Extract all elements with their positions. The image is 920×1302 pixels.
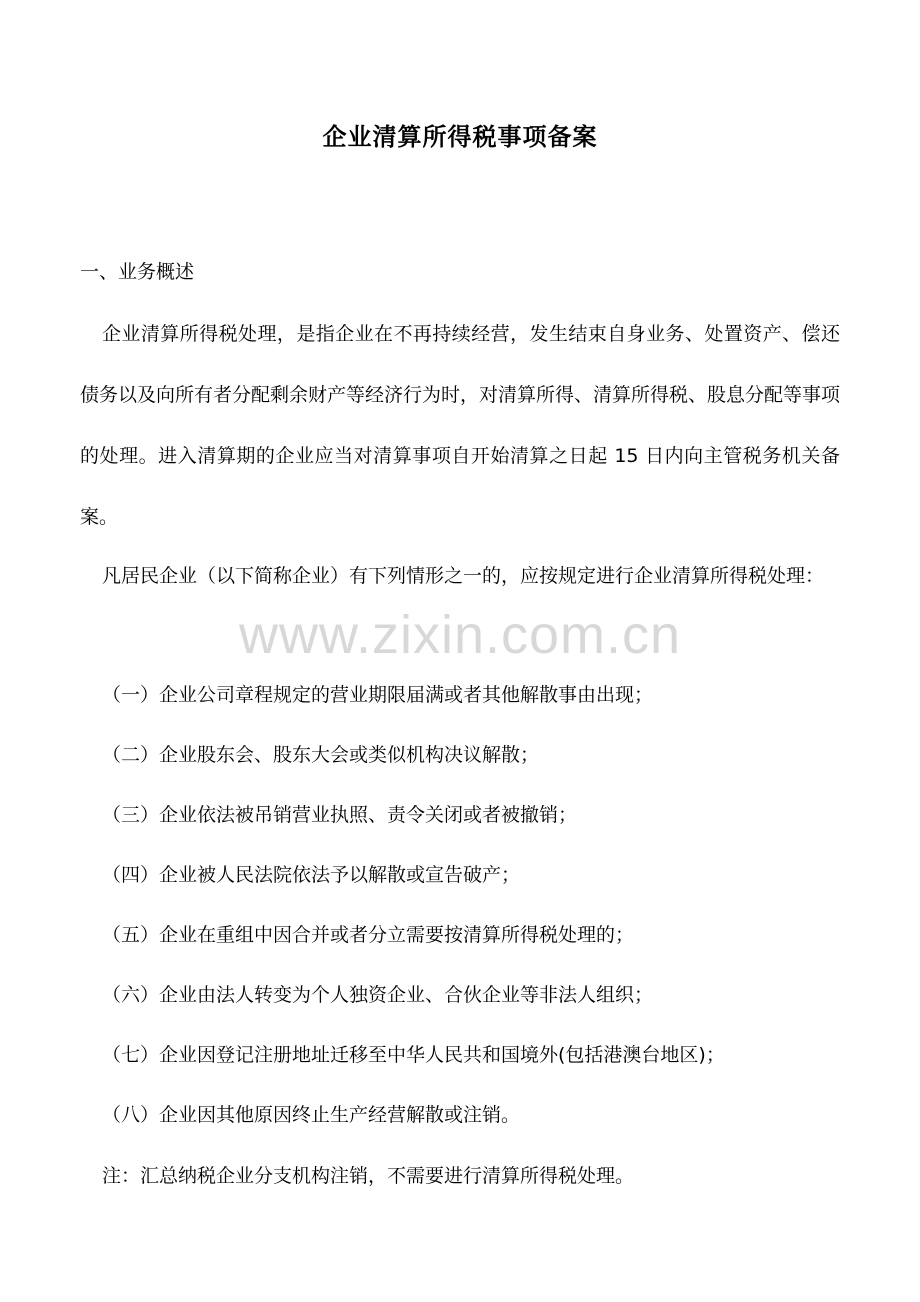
list-item: （一）企业公司章程规定的营业期限届满或者其他解散事由出现；: [102, 684, 654, 706]
list-item: （七）企业因登记注册地址迁移至中华人民共和国境外(包括港澳台地区)；: [102, 1044, 725, 1066]
list-item: （六）企业由法人转变为个人独资企业、合伙企业等非法人组织；: [102, 984, 654, 1006]
list-item: （三）企业依法被吊销营业执照、责令关闭或者被撤销；: [102, 804, 578, 826]
overview-paragraph: 企业清算所得税处理，是指企业在不再持续经营，发生结束自身业务、处置资产、偿还债务以及向所有者分配剩余财产等经济行为时，对清算所得、清算所得税、股息分配等事项的处理。进入清算期的企业应当对清算事项自开始清算之日起 15 日内向主管税务机关备案。: [80, 323, 841, 528]
document-title: 企业清算所得税事项备案: [322, 122, 598, 151]
conditions-paragraph: 凡居民企业（以下简称企业）有下列情形之一的，应按规定进行企业清算所得税处理：: [102, 565, 825, 587]
note-text: 注：汇总纳税企业分支机构注销，不需要进行清算所得税处理。: [102, 1165, 635, 1187]
list-item: （四）企业被人民法院依法予以解散或宣告破产；: [102, 864, 521, 886]
section-heading: 一、业务概述: [80, 261, 195, 283]
list-item: （五）企业在重组中因合并或者分立需要按清算所得税处理的；: [102, 924, 635, 946]
watermark: www.zixin.com.cn: [238, 605, 682, 665]
list-item: （二）企业股东会、股东大会或类似机构决议解散；: [102, 744, 540, 766]
list-item: （八）企业因其他原因终止生产经营解散或注销。: [102, 1104, 521, 1126]
